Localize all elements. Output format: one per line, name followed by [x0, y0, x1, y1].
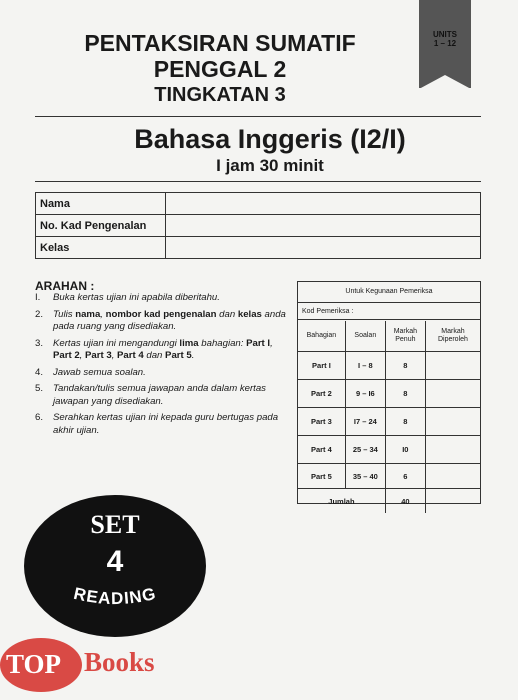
marks-obtained-cell[interactable] [425, 464, 480, 489]
info-row-name [36, 193, 481, 215]
marks-obtained-cell[interactable] [425, 352, 480, 380]
instruction-item: 5. Tandakan/tulis semua jawapan anda dalam kertas jawapan yang disediakan. [35, 383, 266, 407]
svg-text:READING: READING [71, 585, 159, 609]
marks-cell: I0 [385, 436, 425, 464]
marks-row [298, 380, 480, 408]
header-line-3: TINGKATAN 3 [154, 84, 286, 106]
info-row-class [36, 237, 481, 259]
reading-label [24, 585, 206, 625]
instructions-title: ARAHAN : [35, 279, 95, 293]
header-line-1: PENTAKSIRAN SUMATIF [84, 30, 356, 56]
instruction-number: 3. [35, 337, 44, 349]
subject-title: Bahasa Inggeris (I2/I) [134, 124, 406, 154]
instruction-number: 5. [35, 383, 44, 394]
marks-row [298, 352, 480, 380]
info-label: Kelas [36, 237, 166, 259]
set-label: SET [90, 510, 140, 539]
instruction-number: 2. [35, 308, 44, 320]
marks-obtained-cell[interactable] [425, 408, 480, 436]
name-field[interactable] [166, 193, 481, 215]
marks-cell: Part I [298, 352, 345, 380]
total-obtained[interactable] [425, 489, 480, 514]
col-header: Soalan [345, 321, 385, 352]
logo-books-text: Books [84, 647, 155, 677]
instruction-item: 2. Tulis nama, nombor kad pengenalan dan kelas anda pada ruang yang disediakan. [35, 308, 286, 332]
header-line-2: PENGGAL 2 [153, 56, 287, 82]
info-label: Nama [36, 193, 166, 215]
duration: I jam 30 minit [216, 156, 324, 175]
total-full: 40 [385, 489, 425, 514]
header-divider [35, 116, 481, 117]
examiner-box [297, 281, 481, 504]
marks-table [298, 321, 480, 513]
logo-top-text: TOP [6, 649, 62, 679]
marks-cell: 8 [385, 380, 425, 408]
set-number: 4 [106, 545, 124, 578]
info-label: No. Kad Pengenalan [36, 215, 166, 237]
examiner-title: Untuk Kegunaan Pemeriksa [298, 282, 480, 303]
marks-cell: I7 – 24 [345, 408, 385, 436]
info-row-ic [36, 215, 481, 237]
col-header: Bahagian [298, 321, 345, 352]
marks-cell: Part 3 [298, 408, 345, 436]
ic-number-field[interactable] [166, 215, 481, 237]
col-header: Markah Penuh [385, 321, 425, 352]
units-label: UNITS 1 – 12 [433, 30, 457, 48]
total-row [298, 489, 480, 514]
marks-cell: 8 [385, 352, 425, 380]
marks-row [298, 436, 480, 464]
subject-divider [35, 181, 481, 182]
units-tab [419, 0, 471, 88]
marks-cell: 8 [385, 408, 425, 436]
marks-obtained-cell[interactable] [425, 436, 480, 464]
marks-cell: Part 4 [298, 436, 345, 464]
instruction-item: 6. Serahkan kertas ujian ini kepada guru bertugas pada akhir ujian. [35, 412, 279, 436]
instruction-item: 4. Jawab semua soalan. [35, 366, 146, 378]
marks-cell: 25 – 34 [345, 436, 385, 464]
examiner-code: Kod Pemeriksa : [298, 303, 480, 320]
instruction-number: 4. [35, 366, 44, 378]
marks-cell: Part 5 [298, 464, 345, 489]
marks-cell: 6 [385, 464, 425, 489]
total-label: Jumlah [298, 489, 385, 514]
instruction-item: 3. Kertas ujian ini mengandungi lima bahagian: Part I, Part 2, Part 3, Part 4 dan Part 5. [35, 337, 273, 361]
marks-obtained-cell[interactable] [425, 380, 480, 408]
instruction-number: 6. [35, 412, 44, 423]
marks-row [298, 408, 480, 436]
instruction-number: I. [35, 292, 41, 303]
instructions-list [35, 292, 293, 441]
marks-cell: Part 2 [298, 380, 345, 408]
instruction-item: I. Buka kertas ujian ini apabila diberitahu. [35, 292, 220, 303]
col-header: Markah Diperoleh [425, 321, 480, 352]
marks-row [298, 464, 480, 489]
student-info-table [35, 192, 481, 259]
marks-cell: 35 – 40 [345, 464, 385, 489]
marks-cell: 9 – I6 [345, 380, 385, 408]
class-field[interactable] [166, 237, 481, 259]
marks-cell: I – 8 [345, 352, 385, 380]
